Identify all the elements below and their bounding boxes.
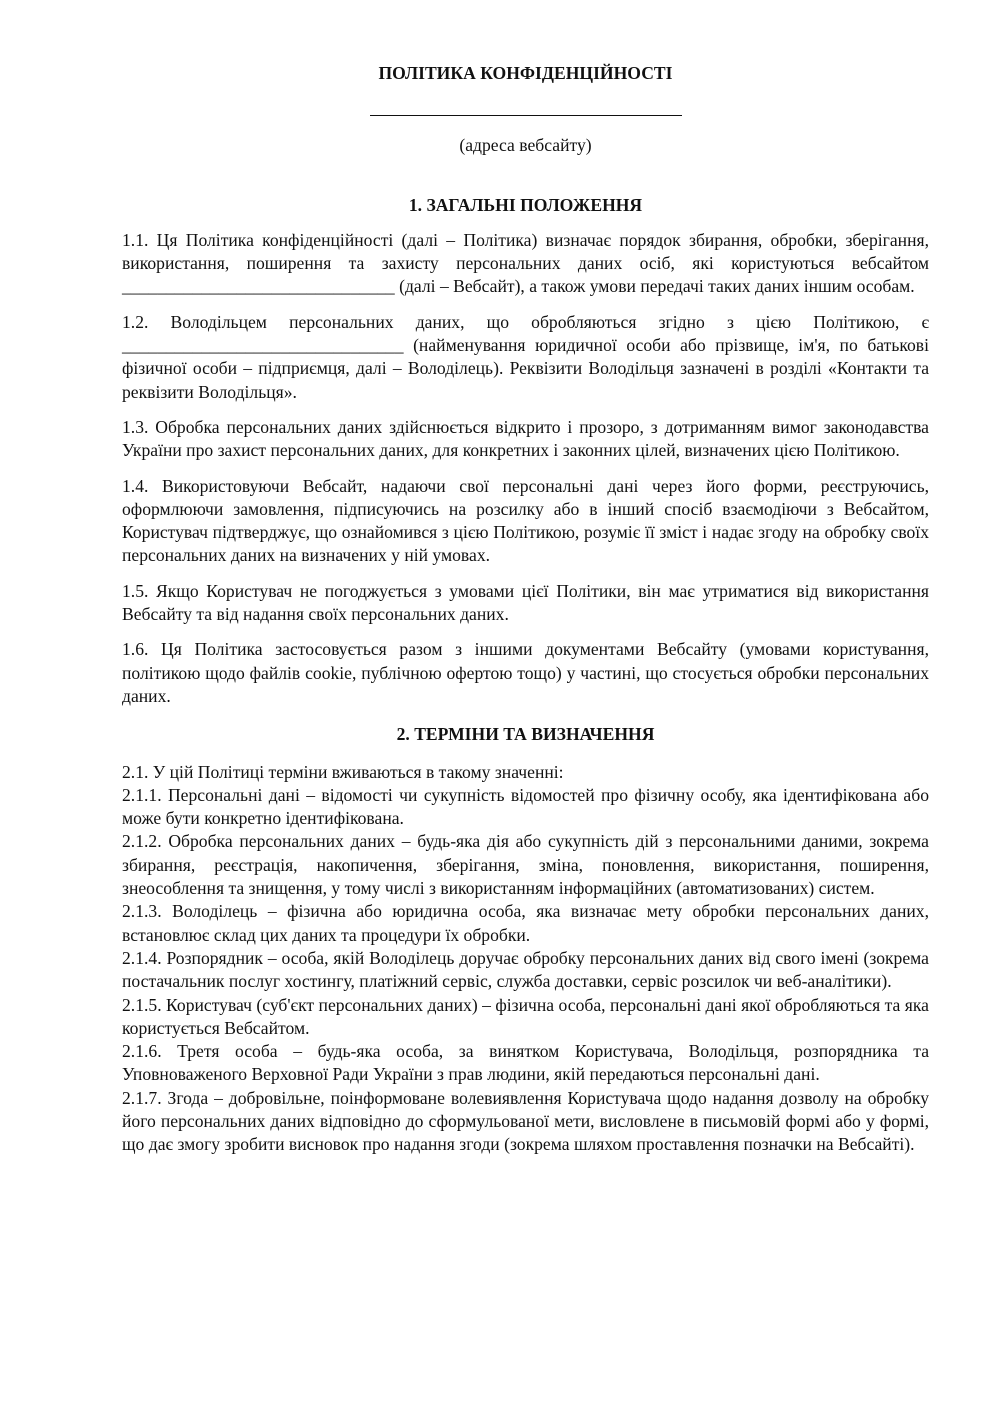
- definition-2-1-2: 2.1.2. Обробка персональних даних – будь-яка дія або сукупність дій з персональними даними, зокрема збирання, реєстрація, накопичення, зберігання, зміна, поновлення, використання, поширення, знеособлення та знищення, у тому числі з використанням інформаційних (автоматизованих) систем.: [122, 831, 929, 899]
- website-address-caption: (адреса вебсайту): [459, 135, 592, 156]
- paragraph-1-5: 1.5. Якщо Користувач не погоджується з умовами цієї Політики, він має утриматися від використання Вебсайту та від надання своїх персональних даних.: [122, 580, 929, 625]
- website-address-blank-line: [370, 115, 682, 116]
- section-2-heading: 2. ТЕРМІНИ ТА ВИЗНАЧЕННЯ: [396, 724, 655, 745]
- definition-2-1: 2.1. У цій Політиці терміни вживаються в такому значенні:: [122, 761, 564, 782]
- definition-2-1-4: 2.1.4. Розпорядник – особа, якій Володілець доручає обробку персональних даних від свого імені (зокрема постачальник послуг хостингу, платіжний сервіс, служба доставки, сервіс розсилок чи веб-аналітики).: [122, 947, 929, 992]
- definition-2-1-5: 2.1.5. Користувач (суб'єкт персональних даних) – фізична особа, персональні дані якої обробляються та яка користується Вебсайтом.: [122, 994, 929, 1038]
- document-title: ПОЛІТИКА КОНФІДЕНЦІЙНОСТІ: [378, 63, 673, 83]
- paragraph-1-3: 1.3. Обробка персональних даних здійснюється відкрито і прозоро, з дотриманням вимог законодавства України про захист персональних даних, для конкретних і законних цілей, визначених цією Політикою.: [122, 416, 929, 461]
- paragraph-1-2: 1.2. Володільцем персональних даних, що обробляються згідно з цією Політикою, є ________________________________ (найменування юридичної особи або прізвище, ім'я, по батькові фізичної особи – підприємця, далі – Володілець). Реквізити Володільця зазначені в розділі «Контакти та реквізити Володільця».: [122, 311, 929, 402]
- definition-2-1-7: 2.1.7. Згода – добровільне, поінформоване волевиявлення Користувача щодо надання дозволу на обробку його персональних даних відповідно до сформульованої мети, висловлене в письмовій формі або у формі, що дає змогу зробити висновок про надання згоди (зокрема шляхом проставлення позначки на Вебсайті).: [122, 1087, 929, 1155]
- definition-2-1-6: 2.1.6. Третя особа – будь-яка особа, за винятком Користувача, Володільця, розпорядника та Уповноваженого Верховної Ради України з прав людини, якій передаються персональні дані.: [122, 1041, 929, 1085]
- section-1-heading: 1. ЗАГАЛЬНІ ПОЛОЖЕННЯ: [408, 194, 643, 215]
- definition-2-1-1: 2.1.1. Персональні дані – відомості чи сукупність відомостей про фізичну особу, яка ідентифікована або може бути конкретно ідентифікована.: [122, 784, 929, 829]
- definition-2-1-3: 2.1.3. Володілець – фізична або юридична особа, яка визначає мету обробки персональних даних, встановлює склад цих даних та процедури їх обробки.: [122, 901, 929, 945]
- paragraph-1-4: 1.4. Використовуючи Вебсайт, надаючи свої персональні дані через його форми, реєструючись, оформлюючи замовлення, підписуючись на розсилку або в інший спосіб взаємодіючи з Вебсайтом, Користувач підтверджує, що ознайомився з цією Політикою, розуміє її зміст і надає згоду на обробку своїх персональних даних на визначених у ній умовах.: [122, 475, 929, 566]
- paragraph-1-1: 1.1. Ця Політика конфіденційності (далі – Політика) визначає порядок збирання, обробки, зберігання, використання, поширення та захисту персональних даних осіб, які користуються вебсайтом _______________________________ (далі – Вебсайт), а також умови передачі таких даних іншим особам.: [122, 229, 929, 297]
- paragraph-1-6: 1.6. Ця Політика застосовується разом з іншими документами Вебсайту (умовами користування, політикою щодо файлів cookie, публічною офертою тощо) у частині, що стосується обробки персональних даних.: [122, 639, 929, 706]
